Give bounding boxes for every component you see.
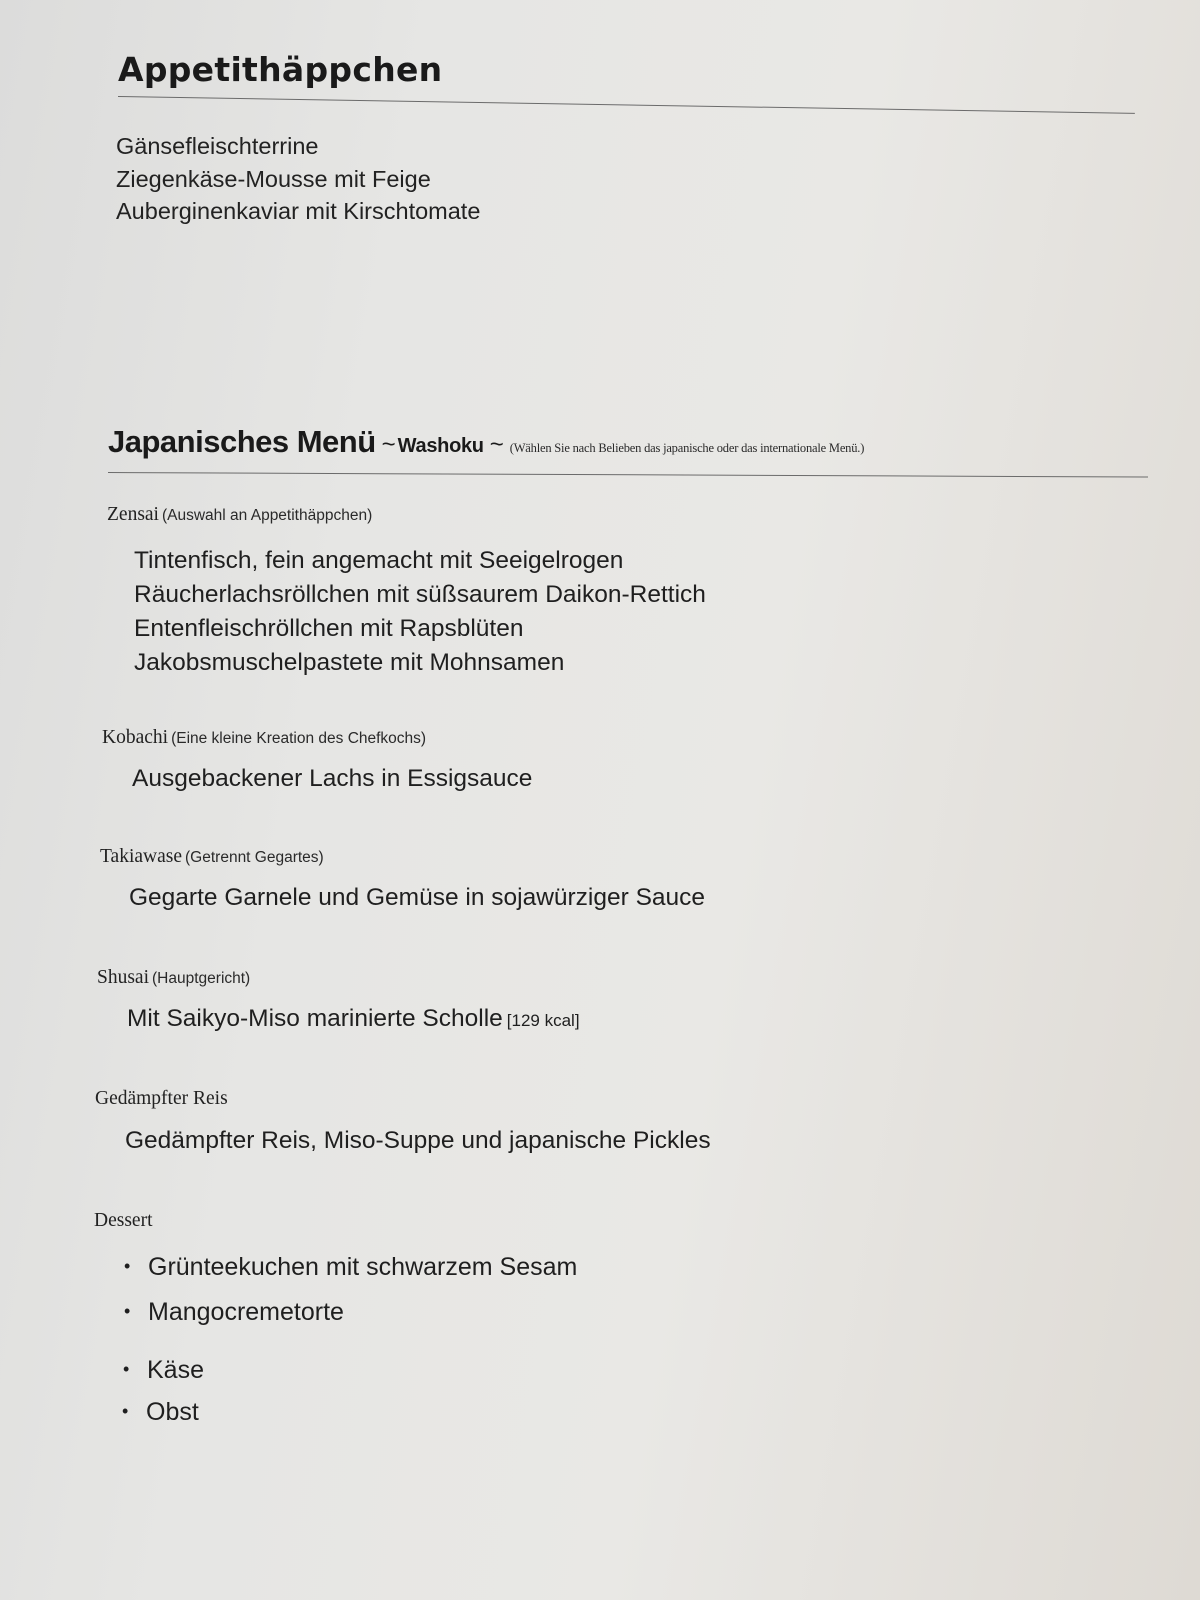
section-title: Dessert xyxy=(94,1210,153,1231)
bullet-icon: • xyxy=(124,1301,131,1321)
section-description: (Auswahl an Appetithäppchen) xyxy=(161,507,373,524)
list-item xyxy=(124,1298,344,1327)
japanese-menu-subtitle: Washoku xyxy=(397,435,484,457)
list-item: Gegarte Garnele und Gemüse in sojawürziger Sauce xyxy=(129,884,706,911)
list-item: Ausgebackener Lachs in Essigsauce xyxy=(132,765,533,792)
section-title: Zensai xyxy=(107,504,159,525)
bullet-icon: • xyxy=(122,1401,129,1421)
section-description: (Getrennt Gegartes) xyxy=(185,849,324,866)
list-item xyxy=(122,1398,199,1427)
section-title: Takiawase xyxy=(100,846,183,867)
list-item: Gedämpfter Reis, Miso-Suppe und japanische Pickles xyxy=(125,1127,711,1154)
appetizers-divider xyxy=(118,96,1135,114)
list-item: Auberginenkaviar mit Kirschtomate xyxy=(116,198,481,224)
section-kobachi-items xyxy=(132,762,532,796)
tilde-left: ~ xyxy=(381,431,396,458)
section-takiawase-header xyxy=(100,846,324,868)
list-item: Jakobsmuschelpastete mit Mohnsamen xyxy=(134,649,565,676)
section-reis-items xyxy=(125,1124,711,1158)
section-title: Gedämpfter Reis xyxy=(95,1088,228,1109)
section-takiawase-items xyxy=(129,881,705,915)
list-item xyxy=(123,1356,204,1385)
list-item: Tintenfisch, fein angemacht mit Seeigelrogen xyxy=(134,547,624,574)
section-zensai-items xyxy=(134,544,706,680)
dish-name: Mit Saikyo-Miso marinierte Scholle xyxy=(127,1005,503,1032)
japanese-menu-heading xyxy=(108,424,864,460)
section-zensai-header xyxy=(107,504,372,526)
list-item xyxy=(127,1002,580,1038)
list-item: Gänsefleischterrine xyxy=(116,133,319,159)
section-description: (Hauptgericht) xyxy=(152,970,251,987)
section-shusai-items xyxy=(127,1002,580,1038)
section-title: Kobachi xyxy=(102,727,169,748)
japanese-menu-divider xyxy=(108,472,1148,478)
appetizers-list xyxy=(116,130,480,228)
tilde-right: ~ xyxy=(489,431,504,458)
section-kobachi-header xyxy=(102,727,426,749)
section-reis-header xyxy=(95,1088,228,1110)
dessert-name: Mangocremetorte xyxy=(148,1298,344,1326)
bullet-icon: • xyxy=(124,1256,131,1276)
section-title: Shusai xyxy=(97,967,150,988)
list-item xyxy=(124,1253,577,1282)
section-description: (Eine kleine Kreation des Chefkochs) xyxy=(171,730,427,747)
dessert-name: Käse xyxy=(147,1356,204,1384)
list-item: Ziegenkäse-Mousse mit Feige xyxy=(116,165,431,192)
calorie-info: [129 kcal] xyxy=(506,1011,580,1030)
dessert-name: Grünteekuchen mit schwarzem Sesam xyxy=(148,1253,578,1281)
japanese-menu-title: Japanisches Menü xyxy=(108,424,376,459)
bullet-icon: • xyxy=(123,1359,130,1379)
section-dessert-header xyxy=(94,1210,152,1232)
appetizers-heading: Appetithäppchen xyxy=(118,50,443,89)
list-item: Entenfleischröllchen mit Rapsblüten xyxy=(134,615,524,642)
list-item: Räucherlachsröllchen mit süßsaurem Daikon-Rettich xyxy=(134,581,706,608)
section-shusai-header xyxy=(97,967,250,989)
japanese-menu-note: (Wählen Sie nach Belieben das japanische oder das internationale Menü.) xyxy=(509,441,865,455)
dessert-name: Obst xyxy=(146,1398,199,1426)
